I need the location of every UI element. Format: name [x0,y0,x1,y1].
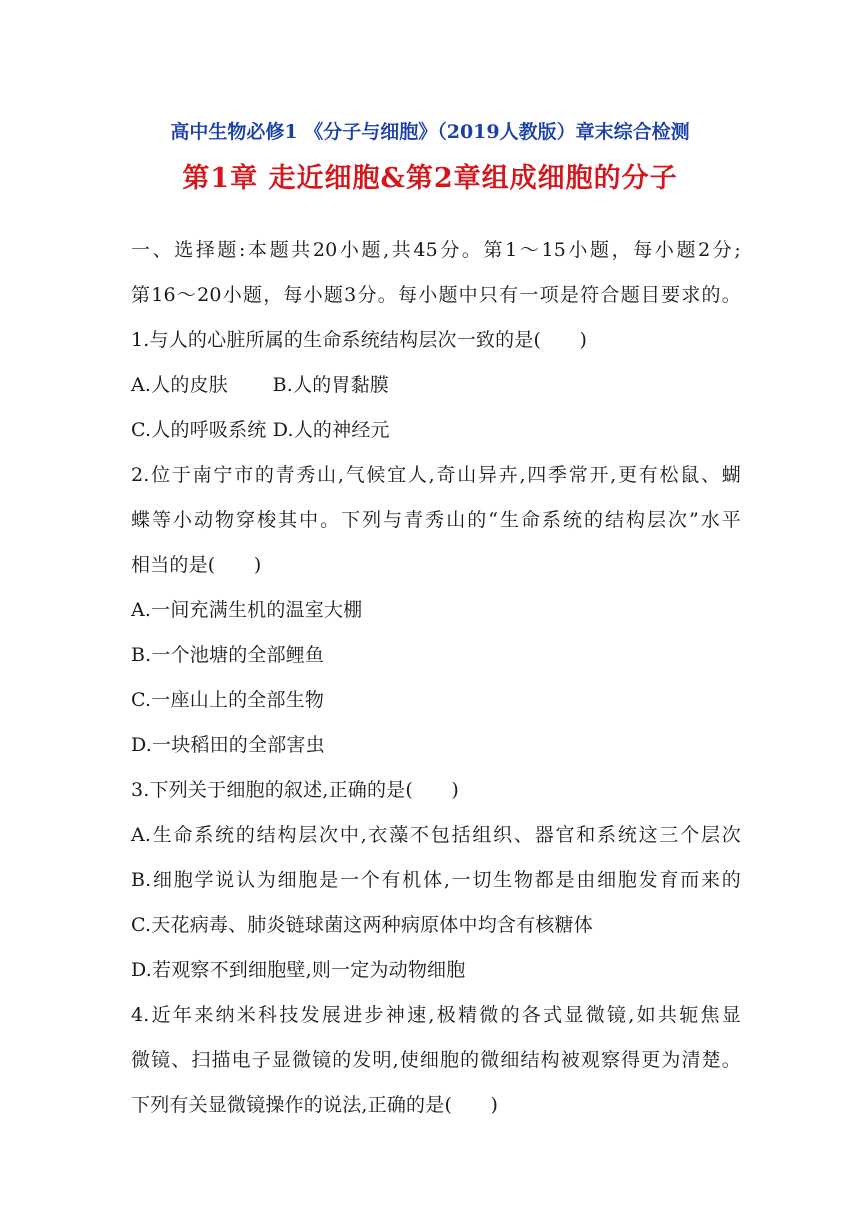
document-title: 第1章 走近细胞&第2章组成细胞的分子 [182,163,678,194]
question-3-option-b: B.细胞学说认为细胞是一个有机体,一切生物都是由细胞发育而来的 [131,869,741,891]
question-4-stem-line-1: 4.近年来纳米科技发展进步神速,极精微的各式显微镜,如共轭焦显 [131,1004,741,1026]
question-4-stem-line-2: 微镜、扫描电子显微镜的发明,使细胞的微细结构被观察得更为清楚。 [131,1049,741,1071]
question-2-option-a: A.一间充满生机的温室大棚 [131,599,363,621]
question-2-stem-line-1: 2.位于南宁市的青秀山,气候宜人,奇山异卉,四季常开,更有松鼠、蝴 [131,464,741,486]
question-2-option-d: D.一块稻田的全部害虫 [131,734,325,756]
question-2-option-c: C.一座山上的全部生物 [131,689,325,711]
question-1-options-ab: A.人的皮肤 B.人的胃黏膜 [131,374,390,396]
section-instructions-line-2: 第16～20小题，每小题3分。每小题中只有一项是符合题目要求的。 [131,284,741,306]
question-3-option-a: A.生命系统的结构层次中,衣藻不包括组织、器官和系统这三个层次 [131,824,741,846]
question-1-stem: 1.与人的心脏所属的生命系统结构层次一致的是( ) [131,329,588,351]
question-3-option-d: D.若观察不到细胞壁,则一定为动物细胞 [131,959,466,981]
question-2-option-b: B.一个池塘的全部鲤鱼 [131,644,325,666]
question-1-options-cd: C.人的呼吸系统 D.人的神经元 [131,419,390,441]
question-3-stem: 3.下列关于细胞的叙述,正确的是( ) [131,779,459,801]
question-3-option-c: C.天花病毒、肺炎链球菌这两种病原体中均含有核糖体 [131,914,593,936]
question-2-stem-line-3: 相当的是( ) [131,554,262,576]
question-2-stem-line-2: 蝶等小动物穿梭其中。下列与青秀山的“生命系统的结构层次”水平 [131,509,741,531]
question-4-stem-line-3: 下列有关显微镜操作的说法,正确的是( ) [131,1094,499,1116]
document-subtitle: 高中生物必修1 《分子与细胞》（2019人教版）章末综合检测 [170,121,690,143]
section-instructions-line-1: 一、选择题:本题共20小题,共45分。第1～15小题，每小题2分; [131,239,741,261]
